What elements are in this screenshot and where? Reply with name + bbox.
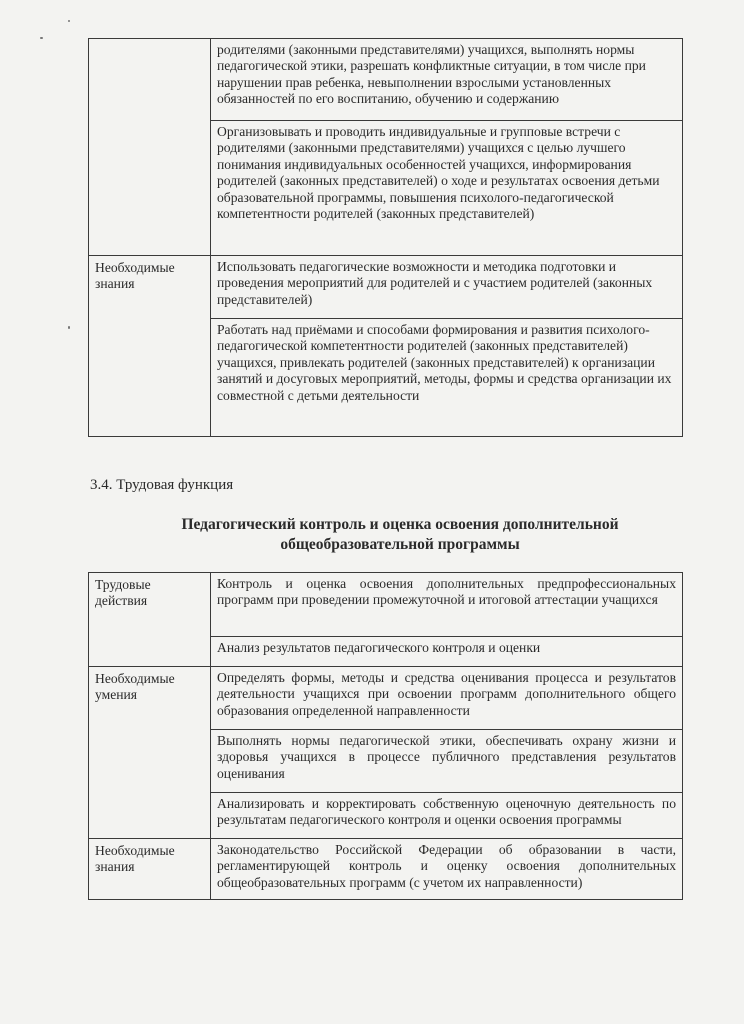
row-label-cell: Необходимые знания <box>89 839 211 900</box>
description-cell: Контроль и оценка освоения дополнительных предпрофессиональных программ при проведении промежуточной и итоговой аттестации учащихся <box>211 573 683 637</box>
description-cell: Организовывать и проводить индивидуальные и групповые встречи с родителями (законными представителями) учащихся с целью лучшего понимания индивидуальных особенностей учащихся, информирования родителей (законных представителей) о ходе и результатах освоения детьми образовательной программы, повышения психолого-педагогической компетентности родителей (законных представителей) <box>211 121 683 256</box>
scan-speck <box>40 37 43 39</box>
row-label-cell: Необходимые знания <box>89 256 211 437</box>
function-title-line: общеобразовательной программы <box>280 536 520 553</box>
function-title-line: Педагогический контроль и оценка освоения дополнительной <box>181 516 619 533</box>
row-label-cell: Трудовые действия <box>89 573 211 667</box>
table-row <box>89 839 683 900</box>
description-cell: родителями (законными представителями) учащихся, выполнять нормы педагогической этики, разрешать конфликтные ситуации, в том числе при нарушении прав ребенка, невыполнении взрослыми установленных обязанностей по его воспитанию, обучению и содержанию <box>211 39 683 121</box>
table-row <box>89 39 683 121</box>
labor-function-table <box>88 572 683 900</box>
description-cell: Работать над приёмами и способами формирования и развития психолого-педагогической компетентности родителей (законных представителей) учащихся, привлекать родителей (законных представителей) к организации занятий и досуговых мероприятий, методы, формы и средства организации их совместной с детьми деятельности <box>211 319 683 437</box>
description-cell: Анализ результатов педагогического контроля и оценки <box>211 637 683 667</box>
table-row <box>89 573 683 637</box>
description-cell: Использовать педагогические возможности и методика подготовки и проведения мероприятий для родителей и с участием родителей (законных представителей) <box>211 256 683 319</box>
row-label-cell: Необходимые умения <box>89 667 211 839</box>
table-row <box>89 256 683 319</box>
scan-speck <box>68 20 70 22</box>
description-cell: Определять формы, методы и средства оценивания процесса и результатов деятельности учащихся при освоении программ дополнительного общего образования определенной направленности <box>211 667 683 730</box>
description-cell: Анализировать и корректировать собственную оценочную деятельность по результатам педагогического контроля и оценки освоения программы <box>211 793 683 839</box>
row-label-cell <box>89 39 211 256</box>
description-cell: Выполнять нормы педагогической этики, обеспечивать охрану жизни и здоровья учащихся в процессе публичного представления результатов оценивания <box>211 730 683 793</box>
function-title <box>100 515 700 555</box>
description-cell: Законодательство Российской Федерации об образовании в части, регламентирующей контроль и оценку освоения дополнительных общеобразовательных программ (с учетом их направленности) <box>211 839 683 900</box>
competency-table-continued <box>88 38 683 437</box>
table-row <box>89 667 683 730</box>
scan-speck <box>68 326 70 329</box>
section-heading: 3.4. Трудовая функция <box>90 477 234 493</box>
